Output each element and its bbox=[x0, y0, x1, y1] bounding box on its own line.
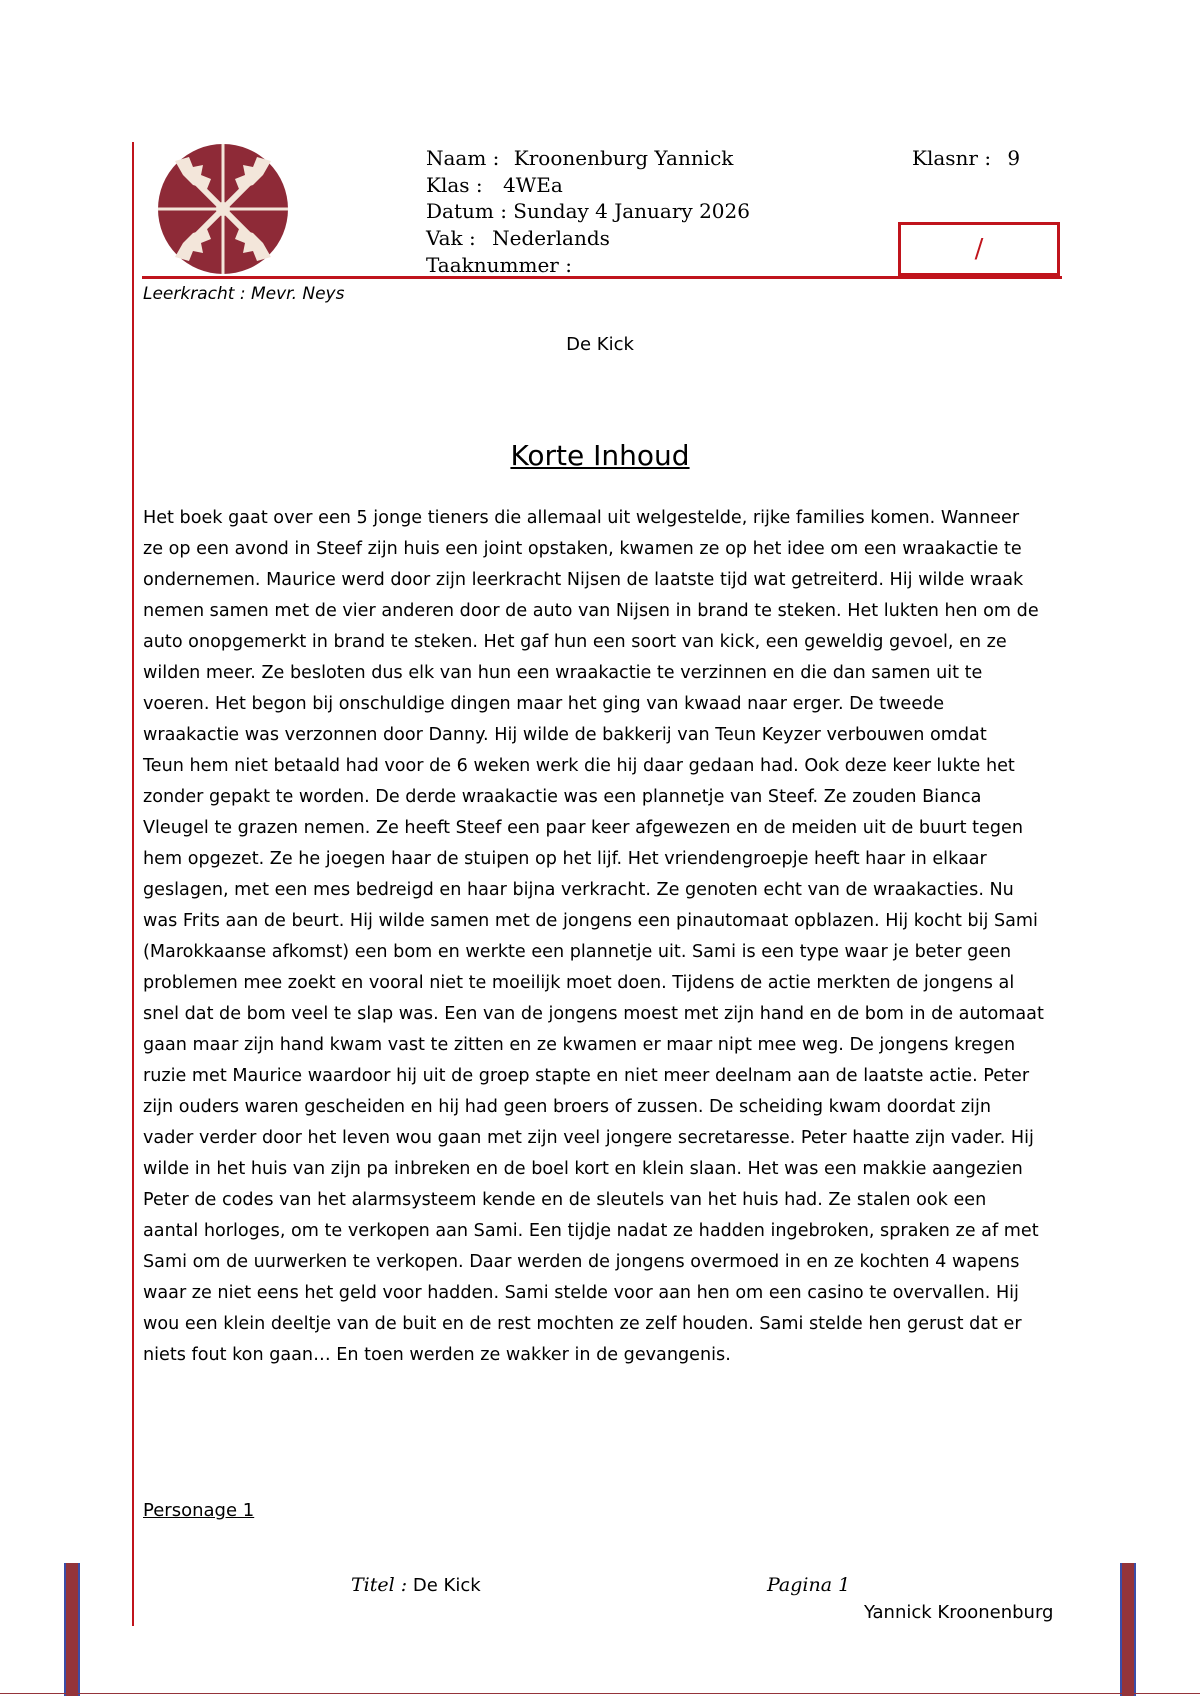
naam-value: Kroonenburg Yannick bbox=[513, 146, 734, 170]
document-subtitle: De Kick bbox=[566, 334, 634, 355]
body-line: waar ze niet eens het geld voor hadden. Sami stelde voor aan hen om een casino te overvallen. Hij bbox=[143, 1283, 1019, 1303]
footer-left-bar bbox=[64, 1563, 80, 1696]
body-line: ruzie met Maurice waardoor hij uit de groep stapte en niet meer deelnam aan de laatste actie. Peter bbox=[143, 1066, 1030, 1086]
body-line: zijn ouders waren gescheiden en hij had geen broers of zussen. De scheiding kwam doordat zijn bbox=[143, 1097, 991, 1117]
body-line: wilden meer. Ze besloten dus elk van hun een wraakactie te verzinnen en die dan samen uit te bbox=[143, 663, 983, 683]
leerkracht-label: Leerkracht : Mevr. Neys bbox=[143, 284, 345, 304]
klasnr-label: Klasnr : bbox=[912, 146, 992, 170]
body-line: aantal horloges, om te verkopen aan Sami. Een tijdje nadat ze hadden ingebroken, spraken ze af met bbox=[143, 1221, 1039, 1241]
section-heading-korte-inhoud: Korte Inhoud bbox=[510, 439, 690, 472]
body-line: was Frits aan de beurt. Hij wilde samen met de jongens een pinautomaat opblazen. Hij kocht bij Sami bbox=[143, 911, 1038, 931]
datum-label: Datum : bbox=[426, 199, 507, 223]
body-line: zonder gepakt te worden. De derde wraakactie was een plannetje van Steef. Ze zouden Bianca bbox=[143, 787, 982, 807]
naam-row bbox=[426, 148, 733, 168]
body-line: wraakactie was verzonnen door Danny. Hij wilde de bakkerij van Teun Keyzer verbouwen omdat bbox=[143, 725, 987, 745]
footer-right-bar bbox=[1120, 1563, 1136, 1696]
body-line: Sami om de uurwerken te verkopen. Daar werden de jongens overmoed in en ze kochten 4 wapens bbox=[143, 1252, 1020, 1272]
klasnr-row bbox=[912, 148, 1020, 168]
klasnr-value: 9 bbox=[1007, 146, 1021, 170]
body-line: Peter de codes van het alarmsysteem kende en de sleutels van het huis had. Ze stalen ook een bbox=[143, 1190, 987, 1210]
body-line: problemen mee zoekt en vooral niet te moeilijk moet doen. Tijdens de actie merkten de jongens al bbox=[143, 973, 1015, 993]
body-line: niets fout kon gaan… En toen werden ze wakker in de gevangenis. bbox=[143, 1345, 731, 1365]
taaknummer-row bbox=[426, 255, 572, 275]
header-divider-line bbox=[142, 276, 1062, 279]
body-line: Het boek gaat over een 5 jonge tieners die allemaal uit welgestelde, rijke families komen. Wanneer bbox=[143, 508, 1020, 528]
footer-titel-label: Titel : bbox=[351, 1574, 408, 1596]
body-line: geslagen, met een mes bedreigd en haar bijna verkracht. Ze genoten echt van de wraakacties. Nu bbox=[143, 880, 1014, 900]
footer-titel-value: De Kick bbox=[412, 1575, 481, 1596]
klas-label: Klas : bbox=[426, 173, 483, 197]
footer-bottom-line bbox=[0, 1693, 1200, 1694]
score-text: / bbox=[974, 234, 984, 264]
footer-author: Yannick Kroonenburg bbox=[864, 1602, 1054, 1623]
body-line: vader verder door het leven wou gaan met zijn veel jongere secretaresse. Peter haatte zijn vader. Hij bbox=[143, 1128, 1034, 1148]
body-line: voeren. Het begon bij onschuldige dingen maar het ging van kwaad naar erger. De tweede bbox=[143, 694, 945, 714]
body-line: hem opgezet. Ze he joegen haar de stuipen op het lijf. Het vriendengroepje heeft haar in elkaar bbox=[143, 849, 987, 869]
footer-pagina: Pagina 1 bbox=[767, 1574, 851, 1596]
naam-label: Naam : bbox=[426, 146, 500, 170]
vak-label: Vak : bbox=[426, 226, 476, 250]
score-box bbox=[898, 222, 1060, 276]
school-logo-icon bbox=[157, 143, 289, 275]
vak-row bbox=[426, 228, 610, 248]
taaknummer-label: Taaknummer : bbox=[426, 253, 572, 277]
klas-row bbox=[426, 175, 563, 195]
footer-titel bbox=[351, 1574, 481, 1596]
summary-body bbox=[143, 503, 1063, 1371]
body-line: ze op een avond in Steef zijn huis een joint opstaken, kwamen ze op het idee om een wraakactie te bbox=[143, 539, 1022, 559]
datum-row bbox=[426, 201, 750, 221]
body-line: Teun hem niet betaald had voor de 6 weken werk die hij daar gedaan had. Ook deze keer lukte het bbox=[143, 756, 1015, 776]
body-line: (Marokkaanse afkomst) een bom en werkte een plannetje uit. Sami is een type waar je beter geen bbox=[143, 942, 1012, 962]
left-margin-line bbox=[132, 142, 134, 1626]
body-line: nemen samen met de vier anderen door de auto van Nijsen in brand te steken. Het lukten hen om de bbox=[143, 601, 1039, 621]
klas-value: 4WEa bbox=[502, 173, 563, 197]
body-line: auto onopgemerkt in brand te steken. Het gaf hun een soort van kick, een geweldig gevoel, en ze bbox=[143, 632, 1007, 652]
body-line: ondernemen. Maurice werd door zijn leerkracht Nijsen de laatste tijd wat getreiterd. Hij wilde wraak bbox=[143, 570, 1024, 590]
body-line: wilde in het huis van zijn pa inbreken en de boel kort en klein slaan. Het was een makkie aangezien bbox=[143, 1159, 1023, 1179]
body-line: gaan maar zijn hand kwam vast te zitten en ze kwamen er maar nipt mee weg. De jongens kregen bbox=[143, 1035, 1016, 1055]
section-heading-personage: Personage 1 bbox=[143, 1500, 255, 1521]
body-line: wou een klein deeltje van de buit en de rest mochten ze zelf houden. Sami stelde hen gerust dat er bbox=[143, 1314, 1022, 1334]
body-line: snel dat de bom veel te slap was. Een van de jongens moest met zijn hand en de bom in de automaat bbox=[143, 1004, 1044, 1024]
vak-value: Nederlands bbox=[492, 226, 610, 250]
datum-value: Sunday 4 January 2026 bbox=[513, 199, 750, 223]
body-line: Vleugel te grazen nemen. Ze heeft Steef een paar keer afgewezen en de meiden uit de buurt tegen bbox=[143, 818, 1023, 838]
